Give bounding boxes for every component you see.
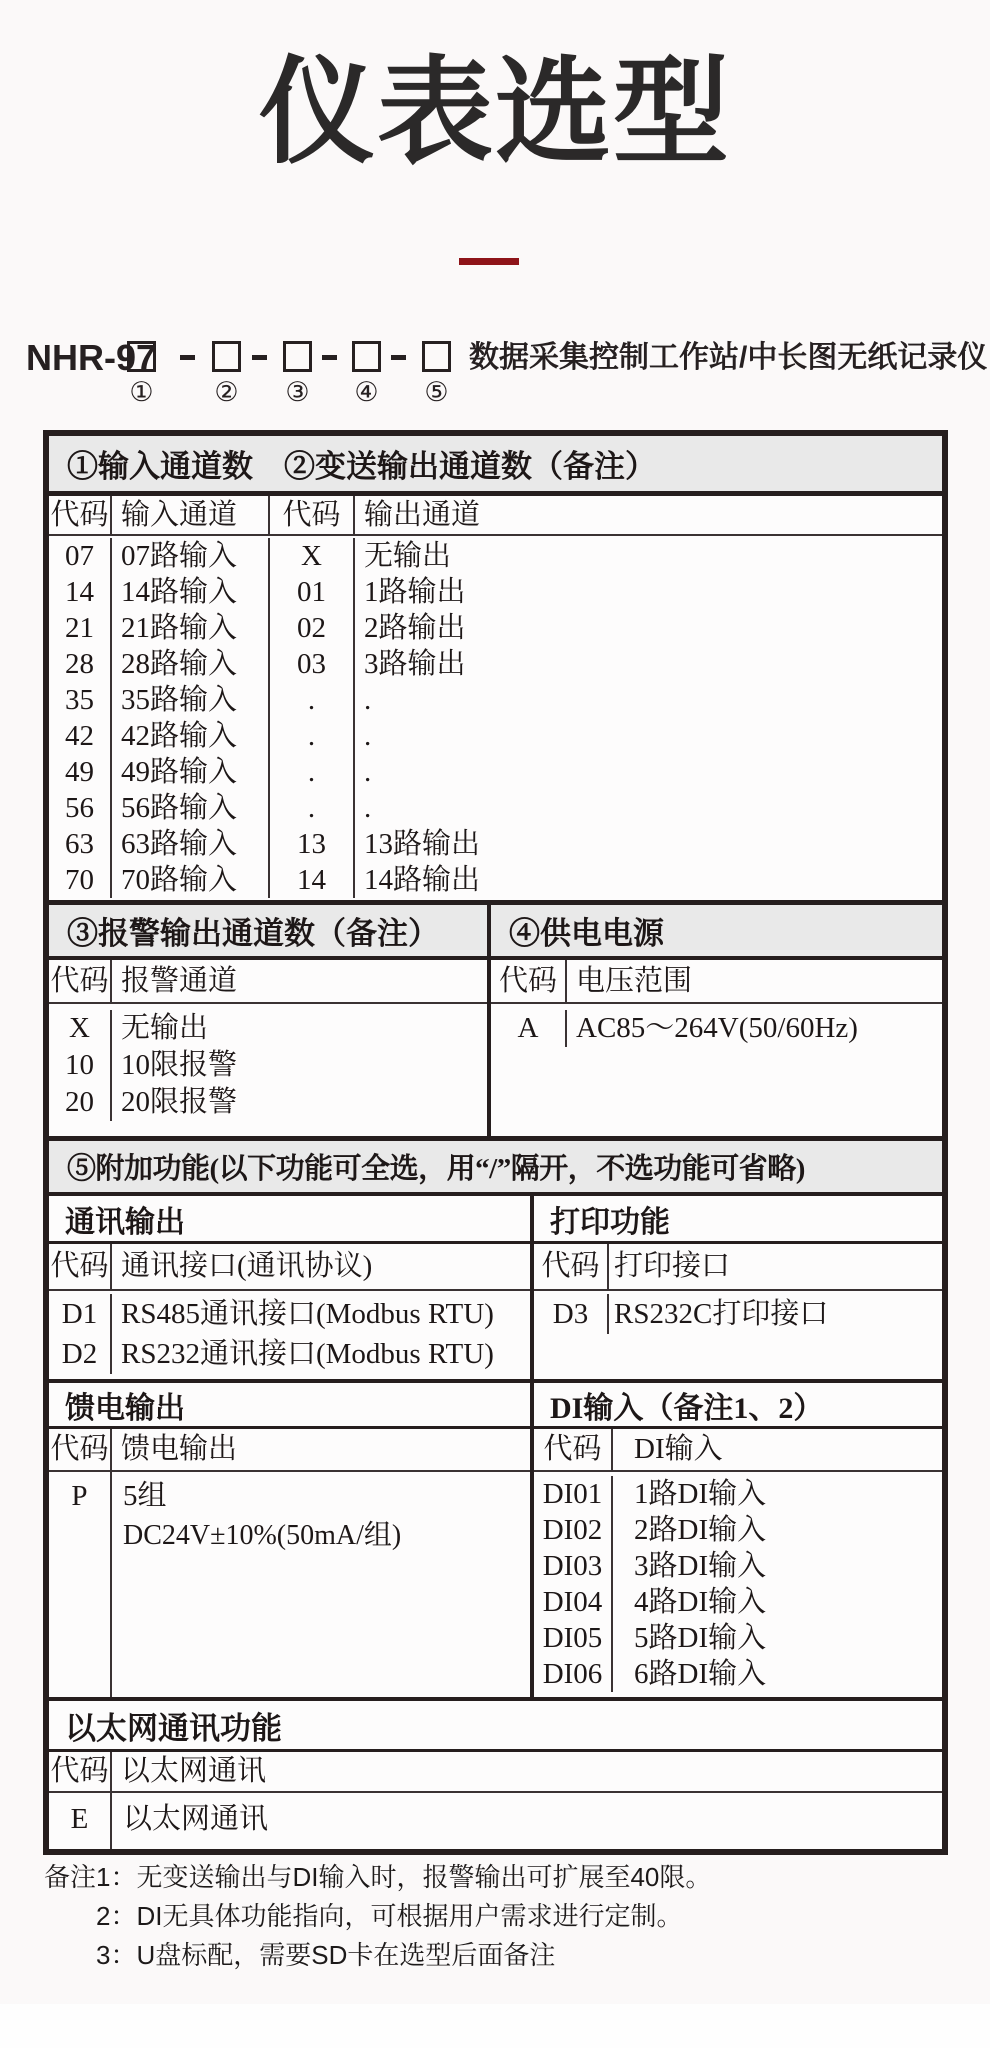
output-channels: . [364,756,372,788]
table-row [49,1334,530,1374]
section-4-body [491,1004,942,1136]
input-channels: 35路输入 [112,682,270,718]
section-5-comm-print-block [49,1196,942,1383]
input-channels: 70路输入 [112,862,270,898]
col-header-code: 代码 [49,1244,112,1289]
model-dash-1 [180,355,195,360]
section-3-4-block [49,905,942,1141]
table-row [49,790,942,826]
model-code-box-4 [352,341,381,372]
feed-output-title: 馈电输出 [49,1383,530,1429]
input-channels: 56路输入 [112,790,270,826]
alarm-code: X [49,1010,112,1047]
table-row [49,1084,487,1121]
output-channels: 13路输出 [364,828,481,860]
section-1-2-column-header [49,496,942,536]
di-code: DI01 [534,1476,613,1512]
table-row [49,646,942,682]
alarm-channels: 10限报警 [121,1049,238,1081]
print-body [534,1291,942,1379]
di-channels: 5路DI输入 [634,1622,767,1654]
col-header-feed-output: 馈电输出 [121,1433,238,1465]
feed-spec: DC24V±10%(50mA/组) [123,1520,402,1551]
di-code: DI03 [534,1548,613,1584]
table-row [49,682,942,718]
table-row [49,538,942,574]
input-code: 14 [49,574,112,610]
table-row [49,1047,487,1084]
section-4-power-supply [491,905,942,1136]
feed-column-header [49,1429,530,1472]
output-code: 02 [270,610,355,646]
output-code: . [270,682,355,718]
model-code-box-2 [212,341,241,372]
table-row [534,1294,942,1334]
input-code: 35 [49,682,112,718]
di-channels: 2路DI输入 [634,1514,767,1546]
output-code: 01 [270,574,355,610]
comm-output-subsection [49,1196,534,1379]
col-header-code: 代码 [49,496,112,534]
input-code: 21 [49,610,112,646]
di-channels: 6路DI输入 [634,1658,767,1690]
input-channels: 42路输入 [112,718,270,754]
section-5-feed-di-block [49,1383,942,1701]
table-row [534,1548,942,1584]
section-4-column-header [491,960,942,1004]
alarm-channels: 20限报警 [121,1086,238,1118]
selection-table [43,430,948,1855]
position-label-3: ③ [285,377,310,407]
input-code: 63 [49,826,112,862]
di-channels: 3路DI输入 [634,1550,767,1582]
col-header-ethernet: 以太网通讯 [121,1755,267,1787]
table-row [49,826,942,862]
output-channels: . [364,792,372,824]
remarks [44,1858,944,1975]
comm-body [49,1291,530,1379]
section-3-header: ③报警输出通道数（备注） [49,905,487,960]
input-channels: 28路输入 [112,646,270,682]
col-header-output-channels: 输出通道 [364,499,481,531]
col-header-code: 代码 [534,1244,609,1289]
output-code: 13 [270,826,355,862]
output-code: 03 [270,646,355,682]
page-title: 仪表选型 [259,47,731,177]
table-row [534,1620,942,1656]
section-3-body [49,1004,487,1136]
output-channels: 14路输出 [364,864,481,896]
ethernet-code: E [49,1793,112,1849]
table-row [491,1010,942,1047]
col-header-code: 代码 [49,960,112,1002]
comm-interface: RS232通讯接口(Modbus RTU) [121,1338,494,1370]
title-divider-dash [459,258,519,265]
table-row [49,574,942,610]
ethernet-section-header: 以太网通讯功能 [49,1701,942,1752]
model-code-box-3 [283,341,312,372]
alarm-code: 20 [49,1084,112,1121]
remark-1: 备注1：无变送输出与DI输入时，报警输出可扩展至40限。 [44,1862,712,1892]
di-channels: 1路DI输入 [634,1478,767,1510]
remark-2: 2：DI无具体功能指向，可根据用户需求进行定制。 [96,1901,683,1931]
input-code: 49 [49,754,112,790]
output-channels: 1路输出 [364,576,466,608]
input-channels: 63路输入 [112,826,270,862]
table-row [49,862,942,898]
col-header-alarm-channels: 报警通道 [121,965,238,997]
model-prefix: NHR-97 [26,337,157,378]
di-column-header [534,1429,942,1472]
print-interface: RS232C打印接口 [614,1298,829,1330]
input-code: 70 [49,862,112,898]
comm-code: D1 [49,1294,112,1334]
col-header-code: 代码 [534,1429,613,1470]
model-dash-3 [322,355,337,360]
di-code: DI06 [534,1656,613,1692]
feed-output-subsection [49,1383,534,1697]
power-code: A [491,1010,567,1047]
di-body [534,1472,942,1697]
ethernet-column-header [49,1752,942,1793]
input-channels: 49路输入 [112,754,270,790]
bottom-whitespace [0,2004,990,2048]
di-input-title: DI输入（备注1、2） [534,1383,942,1429]
position-label-1: ① [129,377,154,407]
col-header-print-interface: 打印接口 [614,1250,731,1282]
table-row [534,1584,942,1620]
print-code: D3 [534,1294,609,1334]
output-code: . [270,718,355,754]
output-channels: 3路输出 [364,648,466,680]
position-label-5: ⑤ [424,377,449,407]
section-5-header: ⑤附加功能(以下功能可全选，用“/”隔开，不选功能可省略) [49,1141,942,1196]
section-3-column-header [49,960,487,1004]
col-header-code: 代码 [270,496,355,534]
position-label-2: ② [214,377,239,407]
model-code-box-1 [127,341,156,372]
position-label-4: ④ [354,377,379,407]
model-description: 数据采集控制工作站/中长图无纸记录仪 [469,341,988,374]
output-channels: . [364,684,372,716]
input-code: 42 [49,718,112,754]
table-row [49,718,942,754]
input-channels: 21路输入 [112,610,270,646]
di-channels: 4路DI输入 [634,1586,767,1618]
di-code: DI05 [534,1620,613,1656]
col-header-code: 代码 [49,1429,112,1470]
input-code: 56 [49,790,112,826]
feed-groups: 5组 [123,1480,167,1512]
alarm-channels: 无输出 [121,1012,209,1044]
feed-body [49,1472,530,1697]
section-1-2-body [49,536,942,905]
col-header-voltage-range: 电压范围 [576,965,693,997]
output-channels: . [364,720,372,752]
table-row [49,1294,530,1334]
table-row [49,610,942,646]
model-code-box-5 [422,341,451,372]
di-input-subsection [534,1383,942,1697]
table-row [49,1010,487,1047]
ethernet-body [49,1793,942,1849]
table-row [49,754,942,790]
col-header-code: 代码 [49,1752,112,1791]
di-code: DI02 [534,1512,613,1548]
feed-value [112,1472,530,1697]
output-code: X [270,538,355,574]
section-1-2-header: ①输入通道数 ②变送输出通道数（备注） [49,436,942,496]
output-code: 14 [270,862,355,898]
alarm-code: 10 [49,1047,112,1084]
input-channels: 14路输入 [112,574,270,610]
table-row [534,1476,942,1512]
input-code: 07 [49,538,112,574]
output-channels: 2路输出 [364,612,466,644]
comm-output-title: 通讯输出 [49,1196,530,1244]
input-channels: 07路输入 [112,538,270,574]
print-function-subsection [534,1196,942,1379]
output-channels: 无输出 [364,540,452,572]
comm-interface: RS485通讯接口(Modbus RTU) [121,1298,494,1330]
feed-code: P [49,1472,112,1697]
col-header-code: 代码 [491,960,567,1002]
model-dash-4 [391,355,406,360]
input-code: 28 [49,646,112,682]
model-dash-2 [252,355,267,360]
table-row [534,1512,942,1548]
di-code: DI04 [534,1584,613,1620]
print-column-header [534,1244,942,1291]
output-code: . [270,790,355,826]
col-header-comm-interface: 通讯接口(通讯协议) [121,1250,373,1282]
section-4-header: ④供电电源 [491,905,942,960]
ethernet-value: 以太网通讯 [123,1803,269,1835]
table-row [534,1656,942,1692]
col-header-di-input: DI输入 [634,1433,723,1465]
output-code: . [270,754,355,790]
comm-code: D2 [49,1334,112,1374]
section-3-alarm-outputs [49,905,491,1136]
voltage-range: AC85～264V(50/60Hz) [576,1012,858,1044]
col-header-input-channels: 输入通道 [112,496,270,534]
comm-column-header [49,1244,530,1291]
remark-3: 3：U盘标配，需要SD卡在选型后面备注 [96,1940,556,1970]
print-function-title: 打印功能 [534,1196,942,1244]
